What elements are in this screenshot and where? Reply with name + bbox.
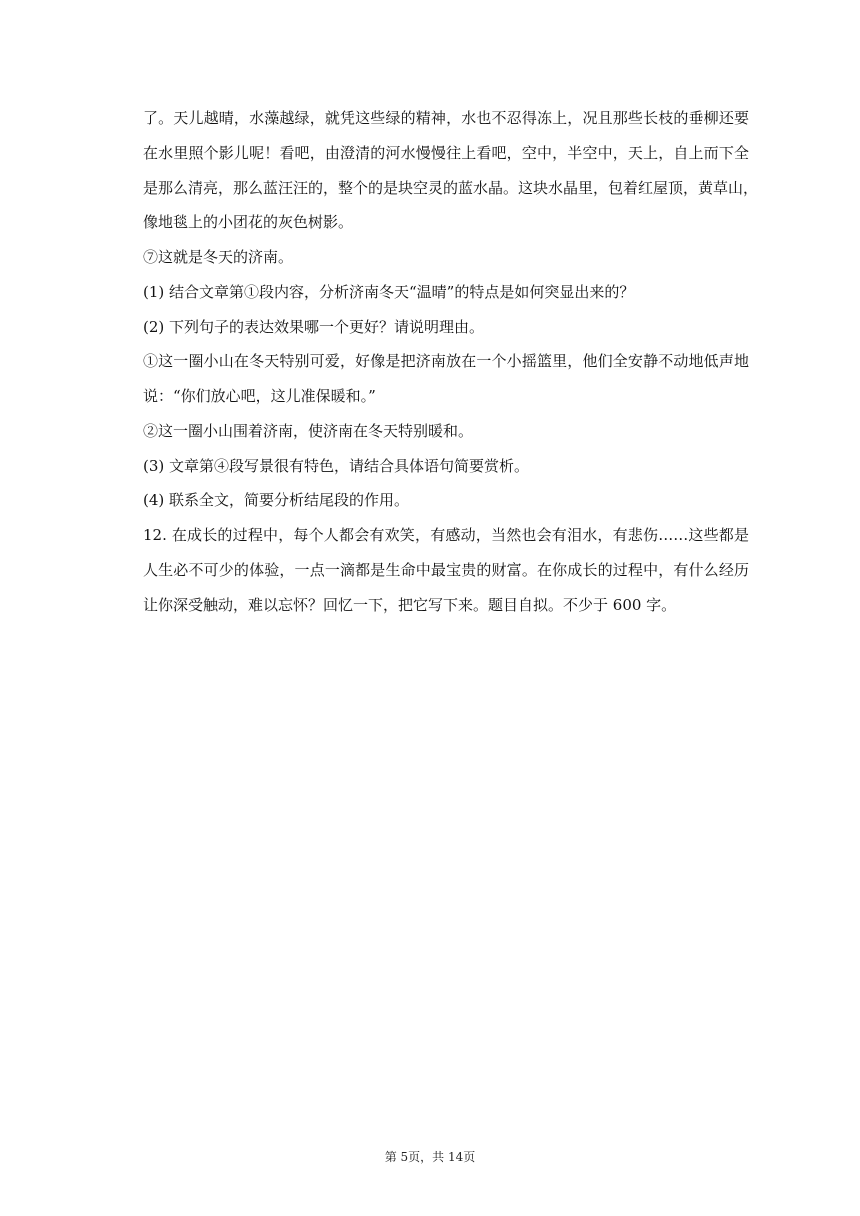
paragraph-line: ⑦这就是冬天的济南。 [143, 248, 294, 266]
paragraph-line: 是那么清亮，那么蓝汪汪的，整个的是块空灵的蓝水晶。这块水晶里，包着红屋顶，黄草山， [143, 179, 759, 197]
essay-prompt-line: 让你深受触动，难以忘怀？回忆一下，把它写下来。题目自拟。不少于 600 字。 [143, 596, 677, 614]
paragraph-line: 像地毯上的小团花的灰色树影。 [143, 213, 354, 231]
question-2: (2) 下列句子的表达效果哪一个更好？请说明理由。 [143, 318, 485, 336]
paragraph-line: 在水里照个影儿呢！看吧，由澄清的河水慢慢往上看吧，空中，半空中，天上，自上而下全 [143, 144, 749, 162]
question-3: (3) 文章第④段写景很有特色，请结合具体语句简要赏析。 [143, 457, 530, 475]
option-1-line: 说：“你们放心吧，这儿准保暖和。” [143, 387, 376, 405]
option-2: ②这一圈小山围着济南，使济南在冬天特别暖和。 [143, 422, 474, 440]
question-1: (1) 结合文章第①段内容，分析济南冬天“温晴”的特点是如何突显出来的？ [143, 283, 635, 301]
question-4: (4) 联系全文，简要分析结尾段的作用。 [143, 491, 410, 509]
paragraph-line: 了。天儿越晴，水藻越绿，就凭这些绿的精神，水也不忍得冻上，况且那些长枝的垂柳还要 [143, 109, 749, 127]
page-number: 第 5页，共 14页 [384, 1150, 476, 1164]
essay-prompt-line: 人生必不可少的体验，一点一滴都是生命中最宝贵的财富。在你成长的过程中，有什么经历 [143, 561, 749, 579]
option-1-line: ①这一圈小山在冬天特别可爱，好像是把济南放在一个小摇篮里，他们全安静不动地低声地 [143, 352, 749, 370]
essay-prompt-line: 12. 在成长的过程中，每个人都会有欢笑，有感动，当然也会有泪水，有悲伤……这些都是 [143, 526, 749, 544]
